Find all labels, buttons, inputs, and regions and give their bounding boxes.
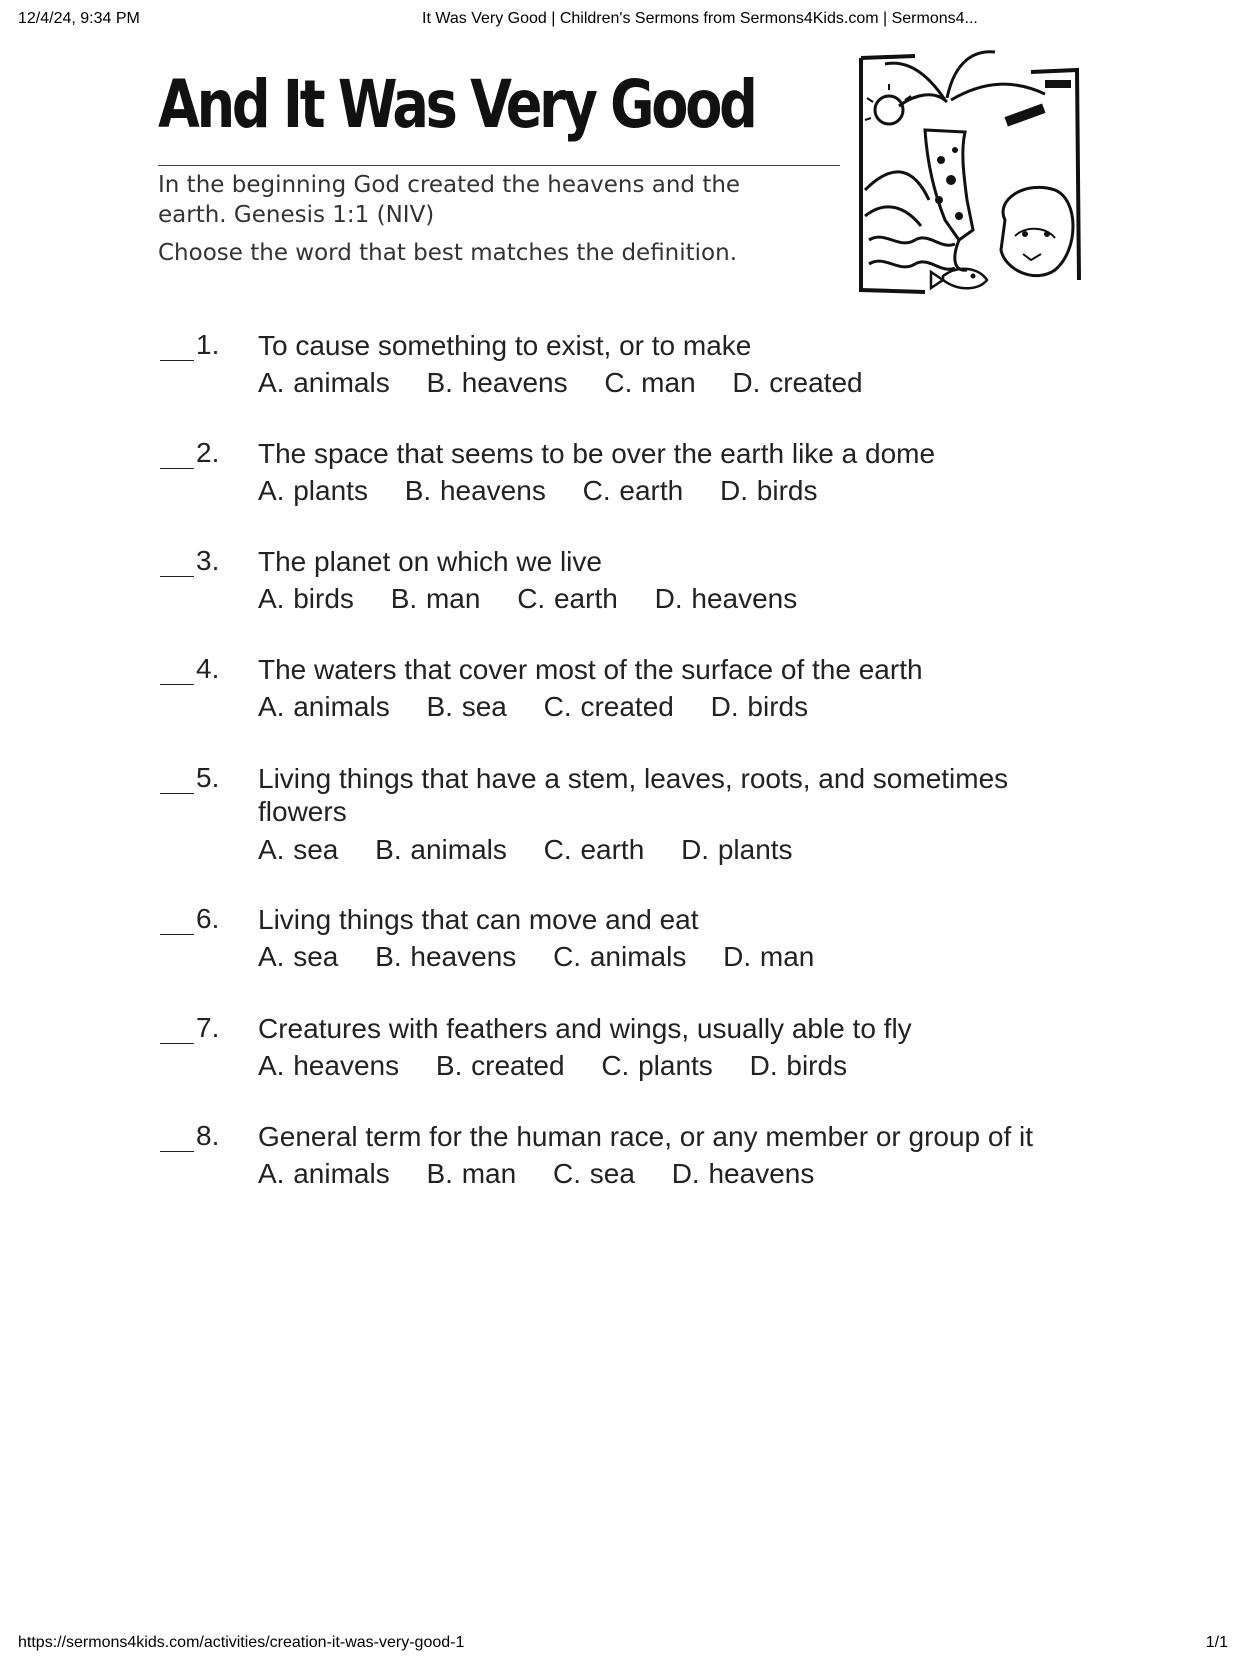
option-d: D. man: [723, 941, 815, 972]
question-definition: The waters that cover most of the surface of the earth: [258, 654, 923, 685]
question-definition: Living things that can move and eat: [258, 904, 699, 935]
question-number: 6.: [196, 903, 220, 934]
answer-blank[interactable]: [160, 576, 194, 577]
option-b: B. sea: [426, 691, 507, 722]
answer-options: [258, 691, 836, 723]
question-definition: The planet on which we live: [258, 546, 602, 577]
answer-options: [258, 367, 891, 399]
option-d: D. birds: [720, 475, 818, 506]
illustration-art: [855, 40, 1101, 316]
print-footer: [0, 1622, 1260, 1662]
bible-verse: In the beginning God created the heavens and the earth. Genesis 1:1 (NIV): [158, 172, 741, 228]
option-d: D. heavens: [654, 583, 798, 614]
answer-options: [258, 583, 825, 615]
option-c: C. earth: [543, 834, 645, 865]
answer-blank[interactable]: [160, 793, 194, 794]
question-number: 3.: [196, 545, 220, 576]
title-divider: [158, 165, 840, 166]
question-definition: To cause something to exist, or to make: [258, 330, 752, 361]
question-number: 7.: [196, 1012, 220, 1043]
option-b: B. heavens: [426, 367, 568, 398]
page-number: 1/1: [1205, 1634, 1228, 1651]
question-definition: Creatures with feathers and wings, usually able to fly: [258, 1013, 912, 1044]
question-number: 2.: [196, 437, 220, 468]
worksheet-title: And It Was Very Good: [158, 66, 755, 143]
answer-blank[interactable]: [160, 1043, 194, 1044]
option-c: C. earth: [582, 475, 684, 506]
option-d: D. heavens: [671, 1158, 815, 1189]
answer-options: [258, 834, 821, 866]
option-b: B. man: [426, 1158, 517, 1189]
print-page-title: It Was Very Good | Children's Sermons from Sermons4Kids.com | Sermons4...: [422, 10, 978, 27]
print-date: 12/4/24, 9:34 PM: [18, 10, 140, 27]
option-a: A. birds: [258, 583, 354, 614]
question-number: 8.: [196, 1120, 220, 1151]
print-url[interactable]: https://sermons4kids.com/activities/creation-it-was-very-good-1: [18, 1634, 465, 1651]
answer-options: [258, 1050, 875, 1082]
option-c: C. sea: [552, 1158, 635, 1189]
option-b: B. man: [390, 583, 481, 614]
option-c: C. earth: [517, 583, 618, 614]
answer-blank[interactable]: [160, 360, 194, 361]
option-b: B. heavens: [404, 475, 546, 506]
creation-animals-illustration: [855, 40, 1101, 316]
option-a: A. heavens: [258, 1050, 400, 1081]
option-d: D. birds: [749, 1050, 848, 1081]
answer-options: [258, 475, 845, 507]
option-b: B. heavens: [375, 941, 517, 972]
answer-blank[interactable]: [160, 934, 194, 935]
question-number: 4.: [196, 653, 220, 684]
option-a: A. animals: [258, 367, 390, 398]
option-c: C. animals: [553, 941, 687, 972]
option-b: B. animals: [375, 834, 507, 865]
option-b: B. created: [435, 1050, 565, 1081]
option-c: C. man: [604, 367, 696, 398]
answer-options: [258, 1158, 842, 1190]
option-c: C. plants: [601, 1050, 713, 1081]
option-a: A. sea: [258, 941, 339, 972]
option-a: A. sea: [258, 834, 339, 865]
option-a: A. animals: [258, 691, 390, 722]
option-d: D. created: [732, 367, 863, 398]
question-definition: General term for the human race, or any member or group of it: [258, 1121, 1034, 1152]
option-a: A. plants: [258, 475, 368, 506]
question-definition: The space that seems to be over the earth like a dome: [258, 438, 936, 469]
instructions: Choose the word that best matches the definition.: [158, 240, 738, 266]
question-number: 5.: [196, 762, 220, 793]
print-header: [0, 0, 1260, 40]
option-c: C. created: [543, 691, 674, 722]
question-number: 1.: [196, 329, 220, 360]
option-d: D. plants: [681, 834, 793, 865]
question-definition: Living things that have a stem, leaves, roots, and sometimes flowers: [258, 763, 1009, 827]
option-d: D. birds: [710, 691, 809, 722]
answer-blank[interactable]: [160, 468, 194, 469]
answer-blank[interactable]: [160, 1151, 194, 1152]
option-a: A. animals: [258, 1158, 390, 1189]
answer-options: [258, 941, 842, 973]
answer-blank[interactable]: [160, 684, 194, 685]
